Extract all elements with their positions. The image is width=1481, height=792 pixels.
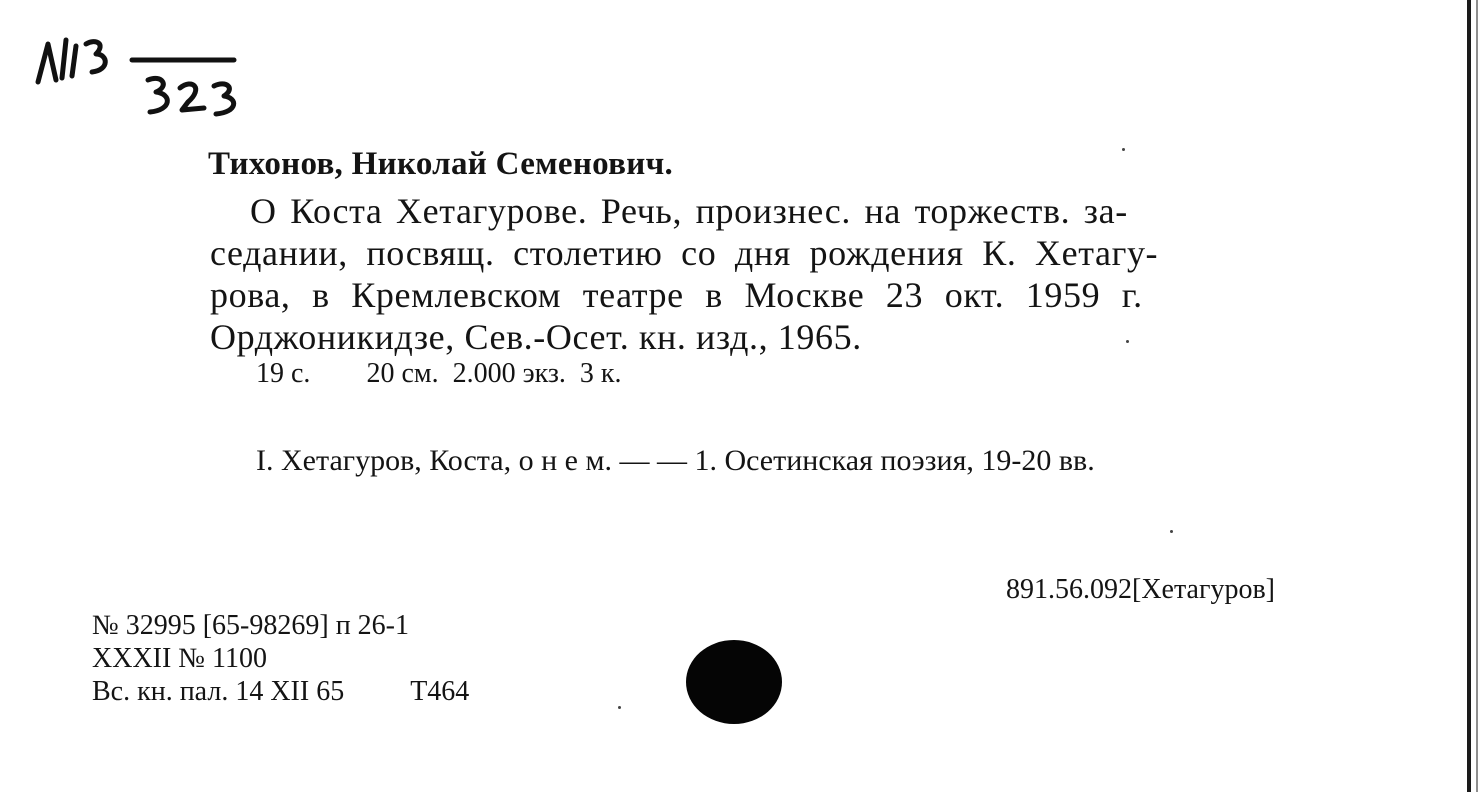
ink-speck [1170,530,1173,533]
title-line-2: седании, посвящ. столетию со дня рождения К. Хетагу- [210,233,1159,273]
handwritten-shelfmark [32,30,262,130]
print-code: Т464 [410,676,470,707]
ink-speck [1126,340,1129,343]
series-number-line: XXXII № 1100 [92,643,267,674]
collation-line [256,358,678,390]
title-line-1: О Коста Хетагурове. Речь, произнес. на торжеств. за- [250,191,1128,231]
collation-copies: 2.000 экз. [452,358,566,389]
chamber-line [92,676,469,708]
imprint-publisher-line: Орджоникидзе, Сев.-Осет. кн. изд., 1965. [210,317,862,357]
punch-hole [686,640,782,724]
collation-price: 3 к. [579,358,622,389]
handwritten-shelfmark-drawing [32,30,262,130]
ink-speck [1122,148,1125,151]
classification-number: 891.56.092[Хетагуров] [1006,574,1276,605]
subject-tracings: I. Хетагуров, Коста, о н е м. — — 1. Осетинская поэзия, 19-20 вв. [256,444,1095,477]
collation-pages: 19 с. [256,358,311,389]
card-edge-line-secondary [1476,0,1478,792]
collation-size: 20 см. [366,358,439,389]
author-heading: Тихонов, Николай Семенович. [208,146,674,182]
card-number-line: № 32995 [65-98269] п 26-1 [92,610,409,641]
title-line-3: рова, в Кремлевском театре в Москве 23 окт. 1959 г. [210,275,1143,315]
card-edge-line [1467,0,1471,792]
chamber-date: Вс. кн. пал. 14 XII 65 [92,676,345,707]
ink-speck [618,706,621,709]
